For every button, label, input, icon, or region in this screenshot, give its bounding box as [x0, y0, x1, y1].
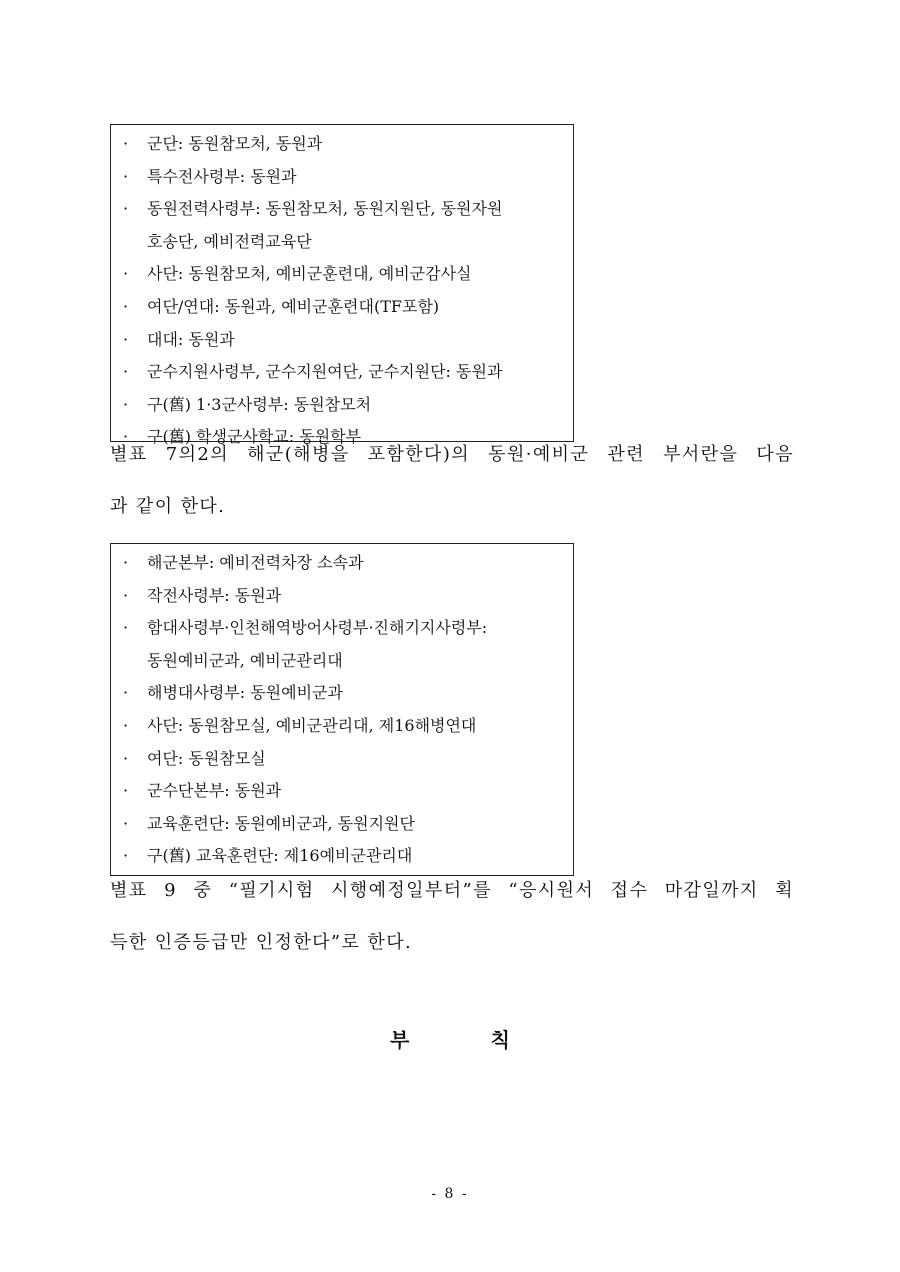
- list-item: [123, 677, 573, 710]
- list-item: [123, 580, 573, 613]
- item-text: 사단: 동원참모처, 예비군훈련대, 예비군감사실: [147, 264, 472, 284]
- bullet: ·: [123, 199, 129, 219]
- bullet: ·: [123, 427, 129, 447]
- list-item: [123, 324, 573, 357]
- paragraph-line: 별표 9 중 “필기시험 시행예정일부터”를 “응시원서 접수 마감일까지 획: [110, 880, 794, 901]
- navy-department-box: [110, 543, 574, 876]
- page-number: - 8 -: [431, 1186, 469, 1202]
- item-text: 대대: 동원과: [147, 329, 235, 349]
- bullet: ·: [123, 846, 129, 866]
- list-item-continuation: [123, 226, 573, 259]
- item-text: 특수전사령부: 동원과: [147, 166, 297, 186]
- list-item: [123, 128, 573, 161]
- list-item: [123, 547, 573, 580]
- item-text: 작전사령부: 동원과: [147, 585, 282, 605]
- heading-char: 부: [390, 1028, 410, 1052]
- item-text: 구(舊) 1·3군사령부: 동원참모처: [147, 394, 372, 414]
- supplementary-provisions-heading: [390, 1024, 510, 1053]
- item-text: 호송단, 예비전력교육단: [147, 231, 312, 251]
- list-item-continuation: [123, 645, 573, 678]
- bullet: ·: [123, 553, 129, 572]
- list-item: [123, 840, 573, 873]
- list-item: [123, 808, 573, 841]
- bullet: ·: [123, 134, 129, 153]
- bullet: ·: [123, 296, 129, 316]
- bullet: ·: [123, 394, 129, 414]
- item-text: 교육훈련단: 동원예비군과, 동원지원단: [147, 813, 415, 833]
- item-text: 구(舊) 교육훈련단: 제16예비군관리대: [147, 846, 413, 866]
- item-text: 여단: 동원참모실: [147, 748, 266, 768]
- list-item: [123, 389, 573, 422]
- item-text: 여단/연대: 동원과, 예비군훈련대(TF포함): [147, 296, 440, 316]
- bullet: ·: [123, 715, 129, 735]
- bullet: ·: [123, 362, 129, 382]
- paragraph-line: 득한 인증등급만 인정한다”로 한다.: [110, 932, 413, 953]
- item-text: 동원예비군과, 예비군관리대: [147, 650, 343, 670]
- item-text: 해군본부: 예비전력차장 소속과: [147, 553, 364, 572]
- bullet: ·: [123, 264, 129, 284]
- item-text: 군단: 동원참모처, 동원과: [147, 134, 323, 153]
- item-text: 해병대사령부: 동원예비군과: [147, 683, 343, 703]
- paragraph-line: 별표 7의2의 해군(해병을 포함한다)의 동원·예비군 관련 부서란을 다음: [110, 444, 794, 465]
- paragraph-line: 과 같이 한다.: [110, 496, 226, 517]
- bullet: ·: [123, 683, 129, 703]
- list-item: [123, 612, 573, 645]
- item-text: 구(舊) 학생군사학교: 동원학부: [147, 427, 362, 447]
- list-item: [123, 291, 573, 324]
- item-text: 사단: 동원참모실, 예비군관리대, 제16해병연대: [147, 715, 477, 735]
- bullet: ·: [123, 781, 129, 801]
- item-text: 군수지원사령부, 군수지원여단, 군수지원단: 동원과: [147, 362, 503, 382]
- item-text: 함대사령부·인천해역방어사령부·진해기지사령부:: [147, 618, 488, 638]
- list-item: [123, 775, 573, 808]
- list-item: [123, 258, 573, 291]
- item-text: 군수단본부: 동원과: [147, 781, 282, 801]
- bullet: ·: [123, 585, 129, 605]
- bullet: ·: [123, 813, 129, 833]
- list-item: [123, 193, 573, 226]
- bullet: ·: [123, 618, 129, 638]
- bullet: ·: [123, 329, 129, 349]
- heading-char: 칙: [490, 1028, 510, 1052]
- list-item: [123, 161, 573, 194]
- list-item: [123, 743, 573, 776]
- bullet: ·: [123, 748, 129, 768]
- list-item: [123, 710, 573, 743]
- bullet: ·: [123, 166, 129, 186]
- list-item: [123, 356, 573, 389]
- item-text: 동원전력사령부: 동원참모처, 동원지원단, 동원자원: [147, 199, 503, 219]
- army-department-box: [110, 124, 574, 447]
